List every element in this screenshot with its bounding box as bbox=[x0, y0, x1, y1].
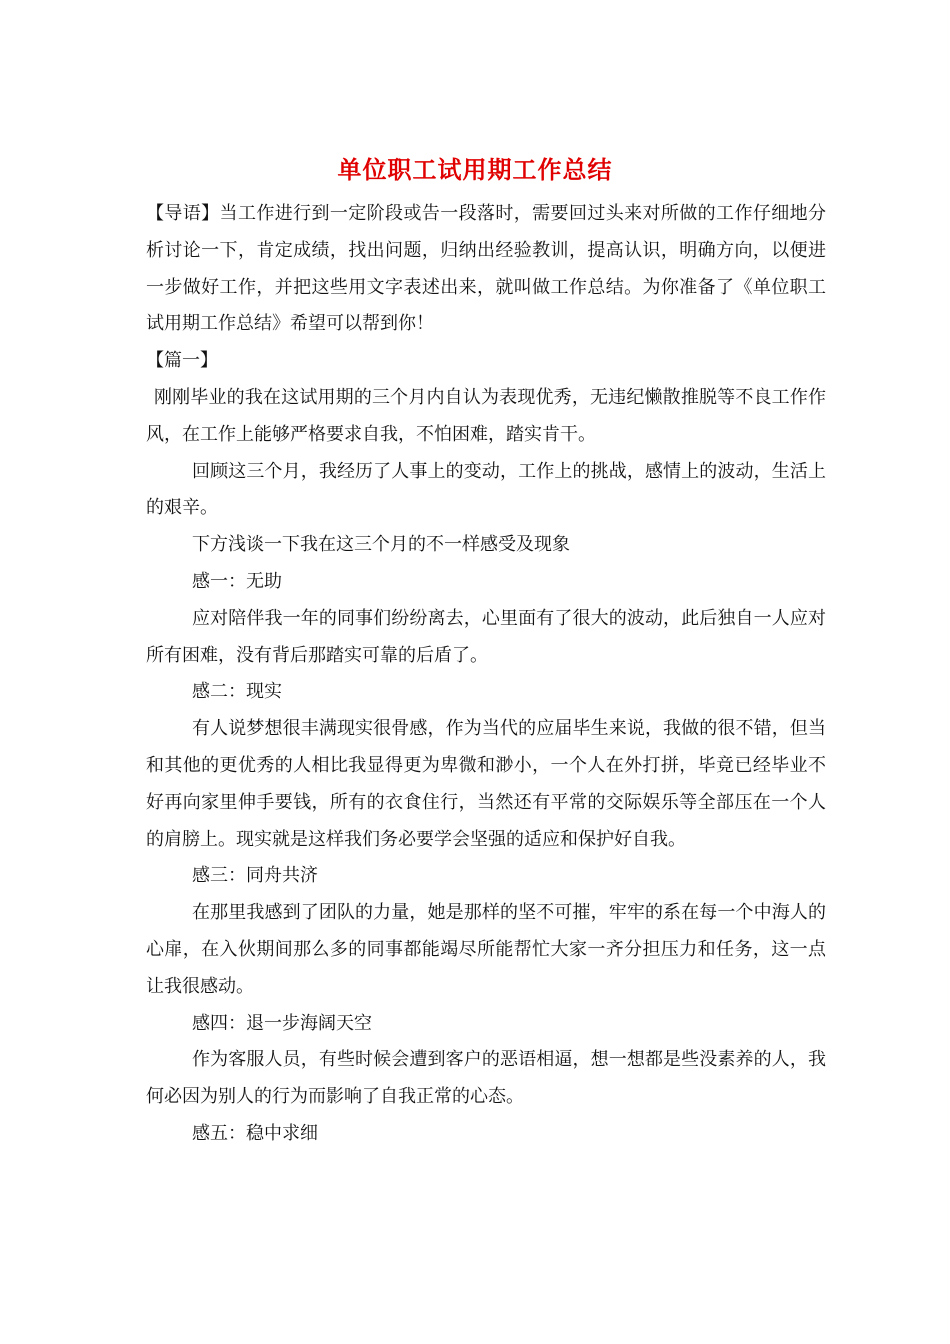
subheading: 感五：稳中求细 bbox=[192, 1122, 318, 1144]
intro-paragraph: 【导语】当工作进行到一定阶段或告一段落时，需要回过头来对所做的工作仔细地分析讨论一下，肯定成绩，找出问题，归纳出经验教训，提高认识，明确方向，以便进一步做好工作，并把这些用文字表述出来，就叫做工作总结。为你准备了《单位职工试用期工作总结》希望可以帮到你！ bbox=[146, 203, 826, 335]
subheading: 感二：现实 bbox=[192, 681, 282, 703]
subheading: 感四：退一步海阔天空 bbox=[192, 1012, 372, 1034]
subheading: 感一：无助 bbox=[192, 570, 282, 592]
paragraph: 下方浅谈一下我在这三个月的不一样感受及现象 bbox=[192, 534, 570, 556]
document-title: 单位职工试用期工作总结 bbox=[337, 155, 613, 184]
paragraph: 应对陪伴我一年的同事们纷纷离去，心里面有了很大的波动，此后独自一人应对所有困难，没有背后那踏实可靠的后盾了。 bbox=[146, 607, 826, 666]
document-body bbox=[146, 196, 826, 1153]
paragraph: 刚刚毕业的我在这试用期的三个月内自认为表现优秀，无违纪懒散推脱等不良工作作风，在工作上能够严格要求自我，不怕困难，踏实肯干。 bbox=[146, 386, 826, 445]
section-label: 【篇一】 bbox=[146, 350, 218, 372]
paragraph: 有人说梦想很丰满现实很骨感，作为当代的应届毕生来说，我做的很不错，但当和其他的更优秀的人相比我显得更为卑微和渺小，一个人在外打拼，毕竟已经毕业不好再向家里伸手要钱，所有的衣食住行，当然还有平常的交际娱乐等全部压在一个人的肩膀上。现实就是这样我们务必要学会坚强的适应和保护好自我。 bbox=[146, 718, 826, 850]
paragraph: 在那里我感到了团队的力量，她是那样的坚不可摧，牢牢的系在每一个中海人的心扉，在入伙期间那么多的同事都能竭尽所能帮忙大家一齐分担压力和任务，这一点让我很感动。 bbox=[146, 902, 826, 997]
subheading: 感三：同舟共济 bbox=[192, 865, 318, 887]
paragraph: 回顾这三个月，我经历了人事上的变动，工作上的挑战，感情上的波动，生活上的艰辛。 bbox=[146, 460, 826, 519]
paragraph: 作为客服人员，有些时候会遭到客户的恶语相逼，想一想都是些没素养的人，我何必因为别人的行为而影响了自我正常的心态。 bbox=[146, 1049, 826, 1108]
